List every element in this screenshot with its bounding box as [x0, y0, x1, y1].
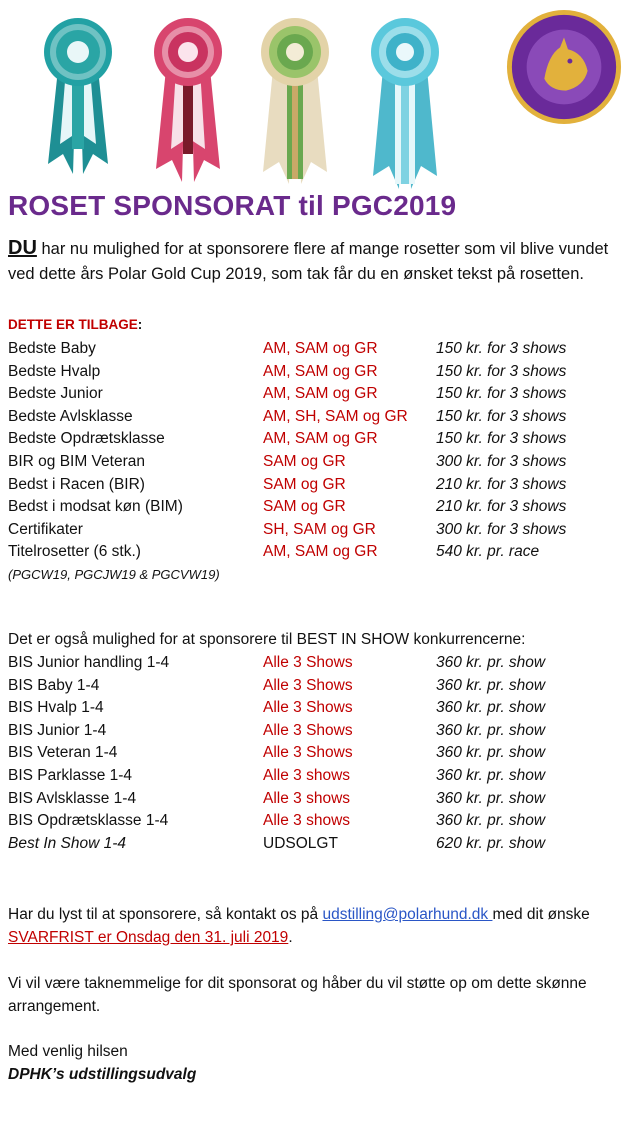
club-logo-image [505, 8, 623, 126]
bis-row [8, 720, 633, 743]
row-price: 360 kr. pr. show [436, 744, 546, 762]
offer-row [8, 474, 633, 497]
offer-row [8, 361, 633, 384]
row-shows: Alle 3 Shows [263, 654, 353, 671]
row-name: BIS Hvalp 1-4 [8, 699, 104, 717]
pink-rosette-image [138, 14, 238, 189]
bis-row [8, 788, 633, 811]
row-price: 300 kr. for 3 shows [436, 452, 567, 470]
row-price: 360 kr. pr. show [436, 699, 546, 717]
email-link[interactable]: udstilling@polarhund.dk [322, 906, 493, 923]
offer-row [8, 541, 633, 564]
row-shows: SH, SAM og GR [263, 520, 376, 538]
row-price: 540 kr. pr. race [436, 543, 540, 561]
bis-row [8, 833, 633, 856]
row-shows: SAM og GR [263, 452, 346, 470]
row-price: 360 kr. pr. show [436, 789, 546, 807]
thanks-paragraph: Vi vil være taknemmelige for dit sponsorat og håber du vil støtte op om dette skønne arrangement. [8, 975, 587, 1015]
intro-text: har nu mulighed for at sponsorere flere af mange rosetter som vil blive vundet ved dette års Polar Gold Cup 2019, som tak får du en ønsket tekst på rosetten. [8, 240, 609, 283]
contact-after: . [288, 929, 293, 946]
offer-row [8, 406, 633, 429]
offer-row [8, 519, 633, 542]
bis-intro: Det er også mulighed for at sponsorere til BEST IN SHOW konkurrencerne: [8, 631, 526, 648]
row-price: 150 kr. for 3 shows [436, 430, 567, 448]
bis-table [8, 652, 633, 855]
row-shows: Alle 3 Shows [263, 721, 353, 739]
row-shows: AM, SAM og GR [263, 385, 378, 403]
bis-row [8, 742, 633, 765]
row-price: 210 kr. for 3 shows [436, 498, 567, 516]
row-name: Bedst i modsat køn (BIM) [8, 498, 183, 516]
row-price: 620 kr. pr. show [436, 834, 546, 852]
row-name: Bedst i Racen (BIR) [8, 475, 145, 493]
row-name: Bedste Avlsklasse [8, 407, 133, 425]
offers-table [8, 338, 633, 564]
row-shows: UDSOLGT [263, 834, 338, 852]
row-name: BIS Veteran 1-4 [8, 744, 118, 762]
bis-row [8, 810, 633, 833]
offer-row [8, 428, 633, 451]
row-shows: Alle 3 shows [263, 766, 351, 784]
intro-du-emphasis: DU [8, 237, 37, 259]
row-shows: AM, SAM og GR [263, 430, 378, 448]
row-price: 360 kr. pr. show [436, 812, 546, 830]
row-price: 150 kr. for 3 shows [436, 385, 567, 403]
light-blue-rosette-image [355, 14, 455, 194]
row-price: 150 kr. for 3 shows [436, 407, 567, 425]
deadline-text: SVARFRIST er Onsdag den 31. juli 2019 [8, 929, 289, 946]
row-shows: AM, SAM og GR [263, 543, 378, 561]
row-shows: Alle 3 shows [263, 789, 351, 807]
contact-before: Har du lyst til at sponsorere, så kontakt os på [8, 906, 323, 923]
bis-row [8, 765, 633, 788]
row-shows: Alle 3 Shows [263, 744, 353, 762]
row-name: Bedste Hvalp [8, 362, 101, 380]
row-name: BIS Avlsklasse 1-4 [8, 789, 137, 807]
row-name: Best In Show 1-4 [8, 834, 127, 852]
offer-row [8, 451, 633, 474]
row-price: 360 kr. pr. show [436, 766, 546, 784]
offer-row [8, 383, 633, 406]
offer-row [8, 496, 633, 519]
row-shows: AM, SAM og GR [263, 340, 378, 357]
bis-row [8, 675, 633, 698]
row-price: 300 kr. for 3 shows [436, 520, 567, 538]
row-name: Titelrosetter (6 stk.) [8, 543, 141, 561]
offer-row [8, 338, 633, 361]
row-name: Bedste Baby [8, 340, 96, 357]
row-name: BIR og BIM Veteran [8, 452, 145, 470]
row-name: BIS Junior handling 1-4 [8, 654, 170, 671]
offers-note: (PGCW19, PGCJW19 & PGCVW19) [8, 567, 220, 582]
row-shows: AM, SAM og GR [263, 362, 378, 380]
row-shows: Alle 3 Shows [263, 676, 353, 694]
row-shows: AM, SH, SAM og GR [263, 407, 408, 425]
row-name: BIS Parklasse 1-4 [8, 766, 133, 784]
row-shows: Alle 3 Shows [263, 699, 353, 717]
row-name: BIS Junior 1-4 [8, 721, 107, 739]
row-price: 150 kr. for 3 shows [436, 340, 567, 357]
teal-rosette-image [28, 14, 128, 184]
row-price: 210 kr. for 3 shows [436, 475, 567, 493]
row-name: Bedste Opdrætsklasse [8, 430, 165, 448]
page-title: ROSET SPONSORAT til PGC2019 [8, 190, 457, 221]
row-price: 150 kr. for 3 shows [436, 362, 567, 380]
contact-paragraph [8, 903, 628, 949]
row-price: 360 kr. pr. show [436, 721, 546, 739]
green-rosette-image [245, 14, 345, 189]
contact-middle: med dit ønske [492, 906, 590, 923]
row-price: 360 kr. pr. show [436, 654, 546, 671]
intro-paragraph [8, 236, 628, 287]
offers-heading-text: DETTE ER TILBAGE [8, 317, 138, 332]
row-shows: SAM og GR [263, 498, 346, 516]
row-shows: Alle 3 shows [263, 812, 351, 830]
signature-text: DPHK’s udstillingsudvalg [8, 1066, 197, 1083]
bis-row [8, 697, 633, 720]
row-price: 360 kr. pr. show [436, 676, 546, 694]
header-banner [0, 0, 640, 190]
bis-row [8, 652, 633, 675]
row-name: BIS Baby 1-4 [8, 676, 100, 694]
row-name: Bedste Junior [8, 385, 103, 403]
offers-heading: DETTE ER TILBAGE: [8, 317, 143, 332]
closing-text: Med venlig hilsen [8, 1043, 128, 1060]
row-shows: SAM og GR [263, 475, 346, 493]
row-name: Certifikater [8, 520, 83, 538]
row-name: BIS Opdrætsklasse 1-4 [8, 812, 169, 830]
